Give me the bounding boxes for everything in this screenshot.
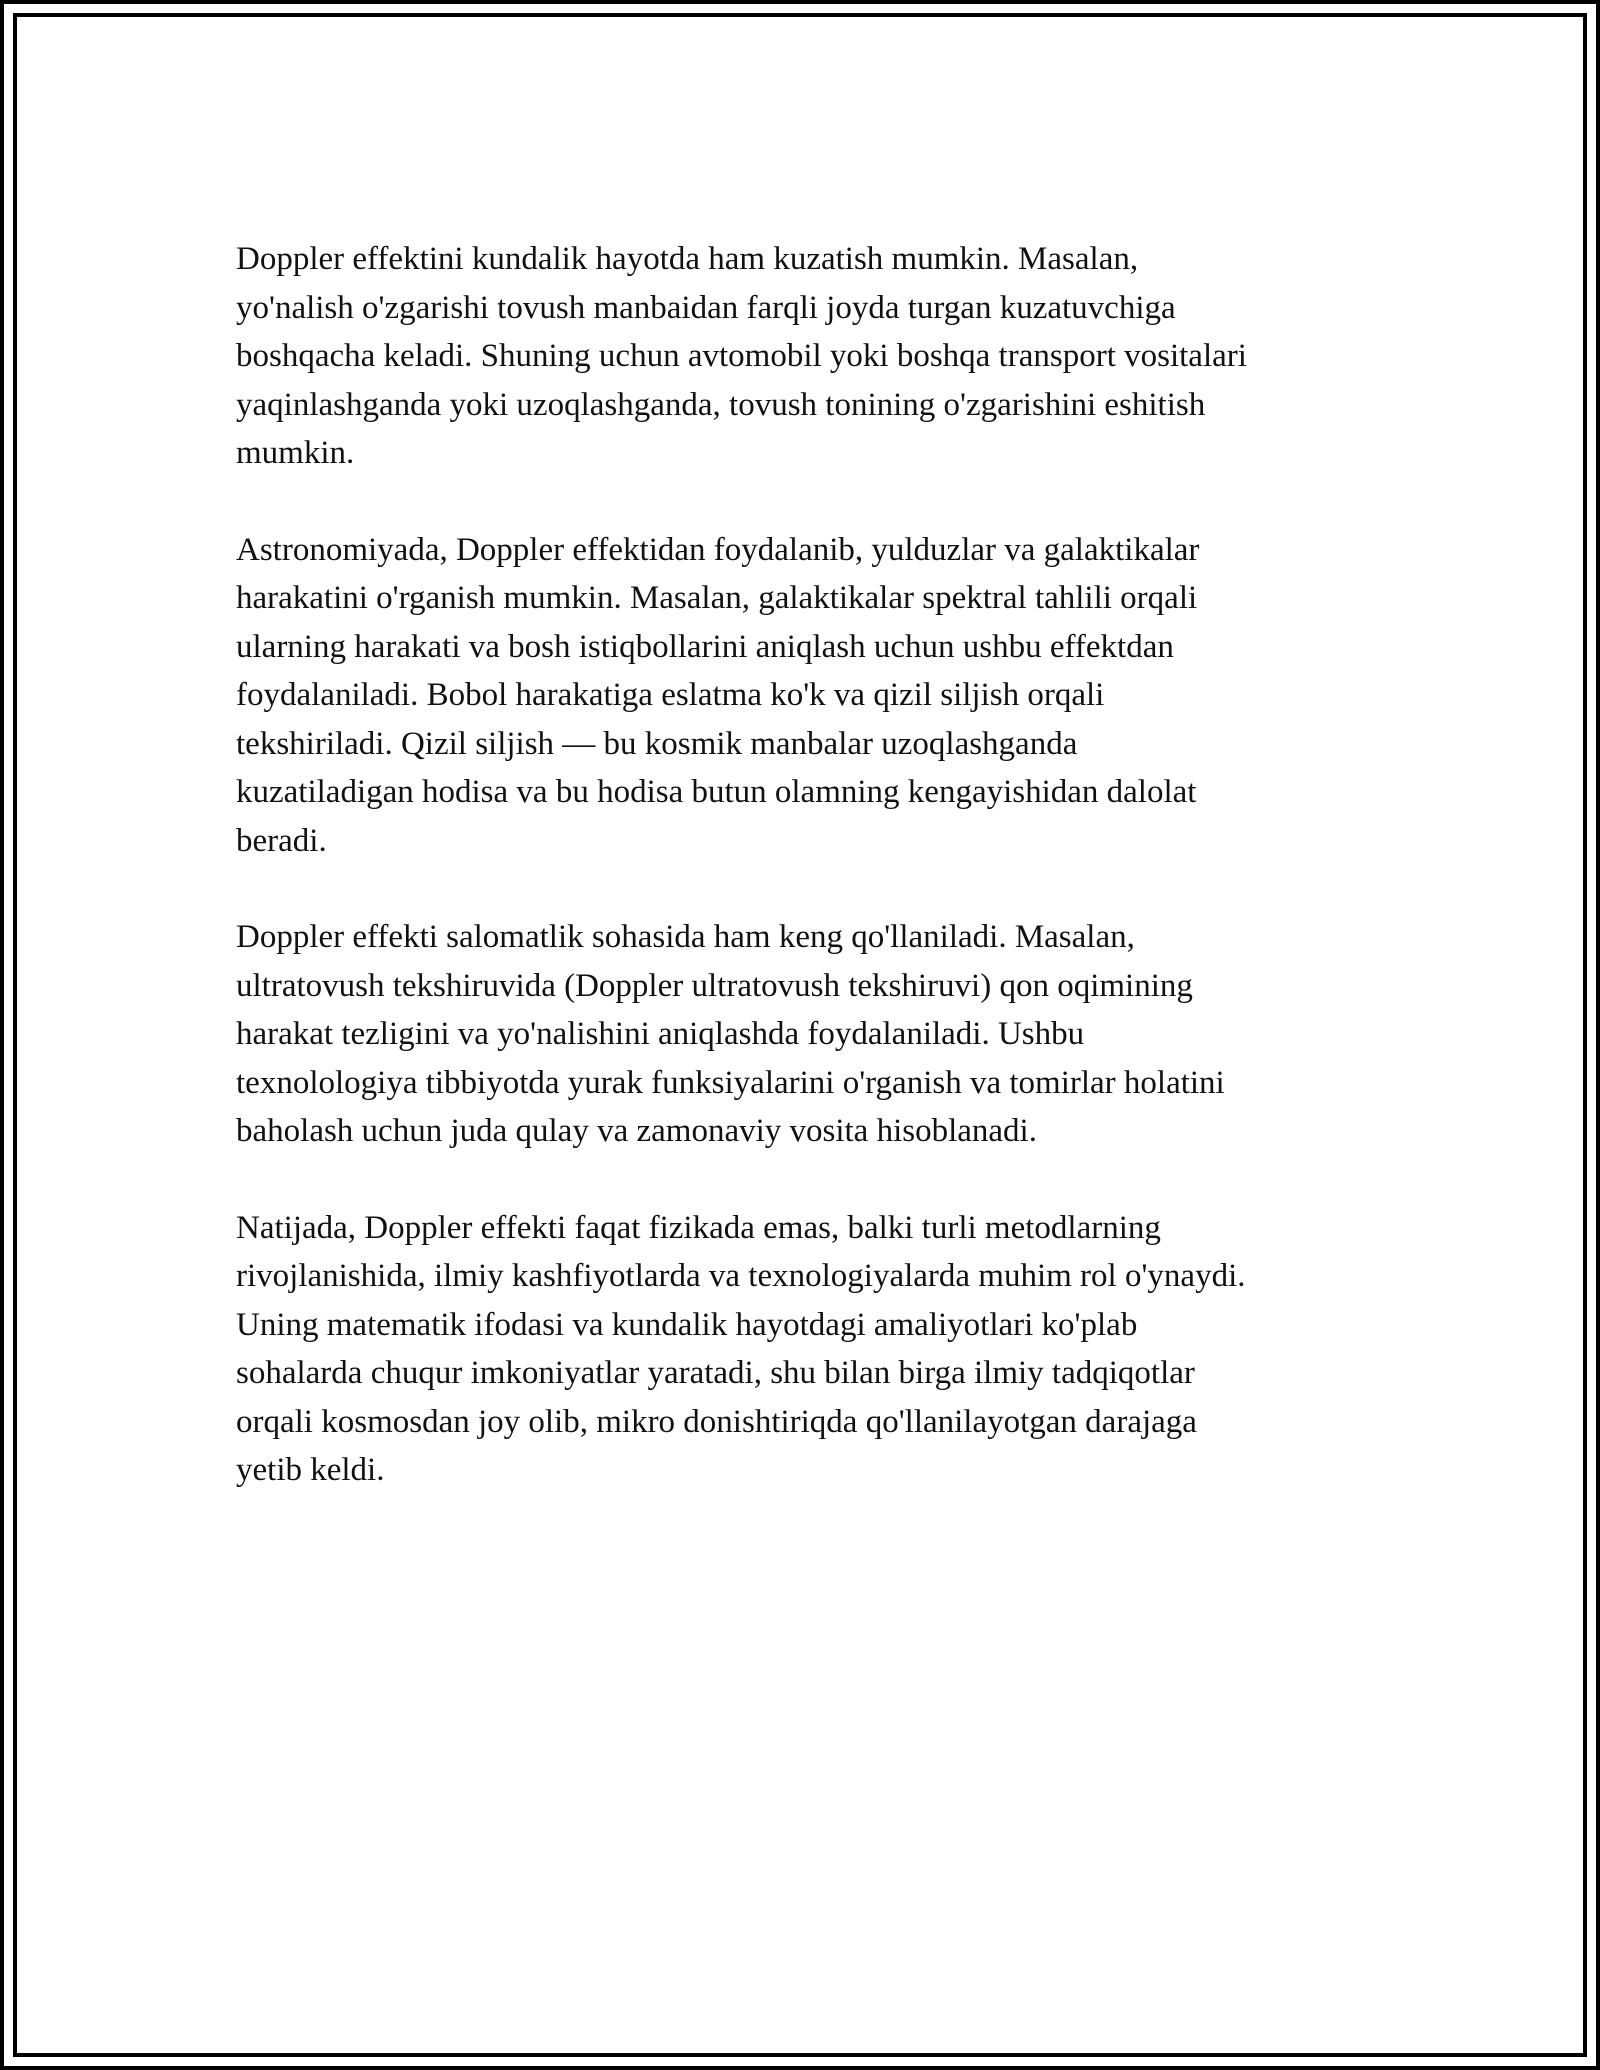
text-line: Astronomiyada, Doppler effektidan foydalanib, yulduzlar va galaktikalar: [236, 531, 1200, 568]
document-body: [236, 235, 1376, 1543]
text-line: baholash uchun juda qulay va zamonaviy vosita hisoblanadi.: [236, 1113, 1037, 1149]
text-line: yetib keldi.: [236, 1452, 385, 1488]
text-line: beradi.: [236, 822, 327, 859]
paragraph-daily-life: [236, 235, 1376, 478]
paragraph-conclusion: [236, 1204, 1376, 1495]
text-line: Doppler effekti salomatlik sohasida ham keng qo'llaniladi. Masalan,: [236, 919, 1135, 955]
text-line: Doppler effektini kundalik hayotda ham kuzatish mumkin. Masalan,: [236, 241, 1139, 277]
text-line: orqali kosmosdan joy olib, mikro donishtiriqda qo'llanilayotgan darajaga: [236, 1403, 1197, 1440]
text-line: ularning harakati va bosh istiqbollarini aniqlash uchun ushbu effektdan: [236, 628, 1174, 665]
text-line: harakatini o'rganish mumkin. Masalan, galaktikalar spektral tahlili orqali: [236, 580, 1198, 616]
text-line: kuzatiladigan hodisa va bu hodisa butun olamning kengayishidan dalolat: [236, 774, 1197, 810]
text-line: ultratovush tekshiruvida (Doppler ultratovush tekshiruvi) qon oqimining: [236, 967, 1193, 1004]
text-line: tekshiriladi. Qizil siljish — bu kosmik manbalar uzoqlashganda: [236, 725, 1078, 762]
text-line: mumkin.: [236, 435, 355, 471]
text-line: foydalaniladi. Bobol harakatiga eslatma ko'k va qizil siljish orqali: [236, 677, 1105, 713]
text-line: texnolologiya tibbiyotda yurak funksiyalarini o'rganish va tomirlar holatini: [236, 1064, 1225, 1101]
text-line: Uning matematik ifodasi va kundalik hayotdagi amaliyotlari ko'plab: [236, 1306, 1138, 1343]
paragraph-medicine: [236, 913, 1376, 1156]
text-line: Natijada, Doppler effekti faqat fizikada emas, balki turli metodlarning: [236, 1209, 1161, 1246]
paragraph-astronomy: [236, 526, 1376, 866]
text-line: boshqacha keladi. Shuning uchun avtomobil yoki boshqa transport vositalari: [236, 338, 1247, 374]
text-line: yo'nalish o'zgarishi tovush manbaidan farqli joyda turgan kuzatuvchiga: [236, 289, 1176, 326]
text-line: harakat tezligini va yo'nalishini aniqlashda foydalaniladi. Ushbu: [236, 1016, 1085, 1052]
text-line: yaqinlashganda yoki uzoqlashganda, tovush tonining o'zgarishini eshitish: [236, 386, 1206, 423]
text-line: sohalarda chuqur imkoniyatlar yaratadi, shu bilan birga ilmiy tadqiqotlar: [236, 1355, 1195, 1391]
text-line: rivojlanishida, ilmiy kashfiyotlarda va texnologiyalarda muhim rol o'ynaydi.: [236, 1258, 1246, 1294]
